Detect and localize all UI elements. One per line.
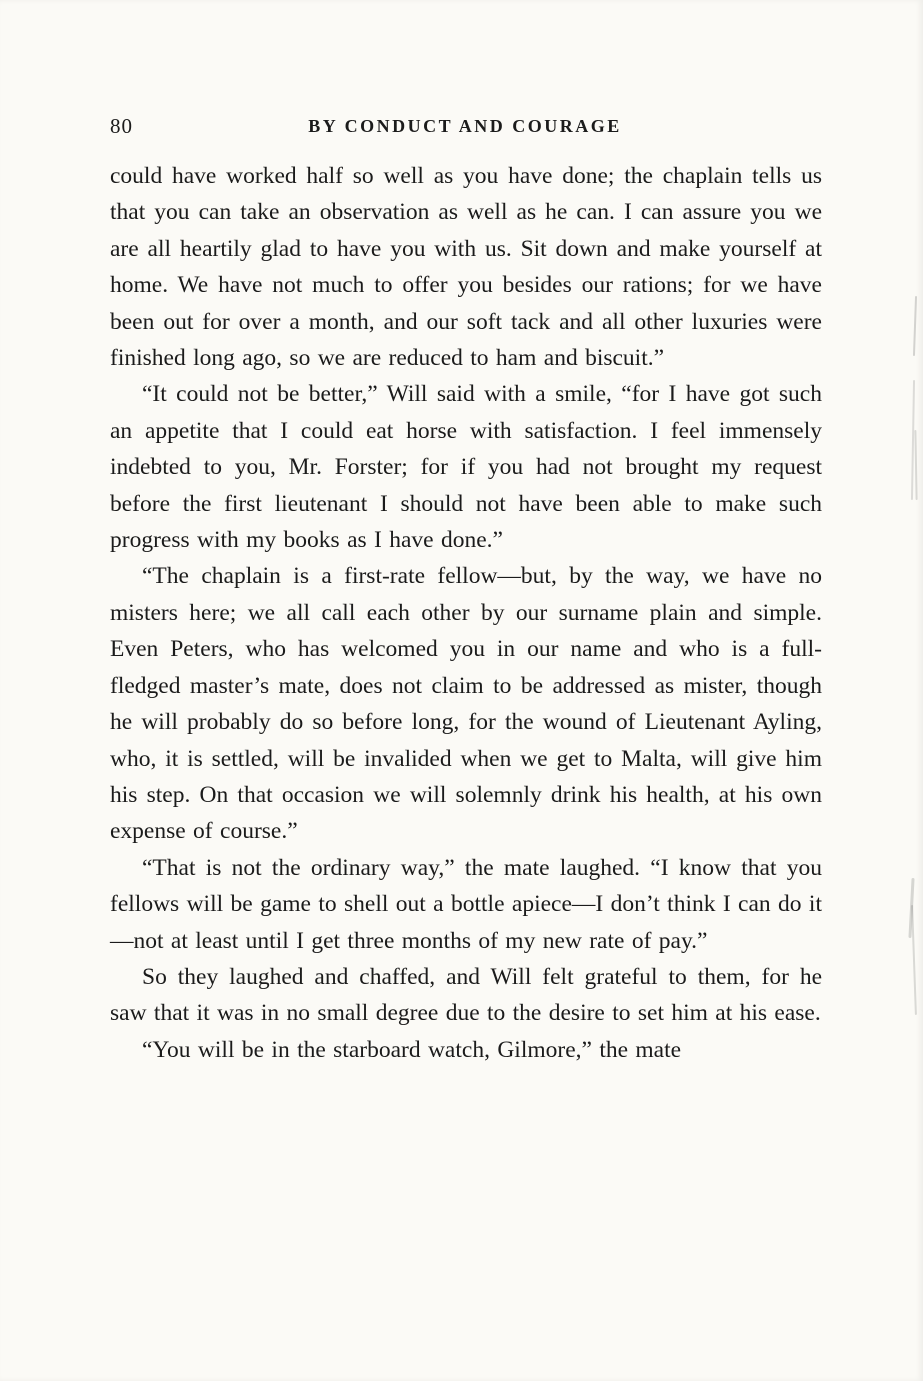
running-title: BY CONDUCT AND COURAGE [308, 116, 622, 136]
scan-artifact [911, 905, 917, 1015]
body-paragraph: could have worked half so well as you have done; the chaplain tells us that you can take an observation as well as he can. I can assure you we are all heartily glad to have you with us. Sit down and make yourself at home. We have not much to offer you besides our rations; for we have been out for over a month, and our soft tack and all other luxuries were finished long ago, so we are reduced to ham and biscuit.” [110, 163, 822, 372]
body-paragraph: “You will be in the starboard watch, Gilmore,” the mate [142, 1036, 682, 1063]
scan-artifact [914, 430, 917, 500]
text-block [110, 158, 822, 1068]
body-paragraph: So they laughed and chaffed, and Will felt grateful to them, for he saw that it was in no small degree due to the desire to set him at his ease. [110, 963, 822, 1027]
body-paragraph: “That is not the ordinary way,” the mate laughed. “I know that you fellows will be game to shell out a bottle apiece—I don’t think I can do it—not at least until I get three months of my new rate of pay.” [110, 854, 822, 954]
body-paragraph: “It could not be better,” Will said with a smile, “for I have got such an appetite that I could eat horse with satisfaction. I feel immensely indebted to you, Mr. Forster; for if you had not brought my request before the first lieutenant I should not have been able to make such progress with my books as I have done.” [110, 381, 822, 554]
scan-artifact [913, 296, 917, 356]
page-header [110, 112, 820, 142]
page-number: 80 [110, 114, 133, 138]
body-paragraph: “The chaplain is a first-rate fellow—but, by the way, we have no misters here; we all call each other by our surname plain and simple. Even Peters, who has welcomed you in our name and who is a full-fledged master’s mate, does not claim to be addressed as mister, though he will probably do so before long, for the wound of Lieutenant Ayling, who, it is settled, will be invalided when we get to Malta, will give him his step. On that occasion we will solemnly drink his health, at his own expense of course.” [110, 563, 822, 845]
